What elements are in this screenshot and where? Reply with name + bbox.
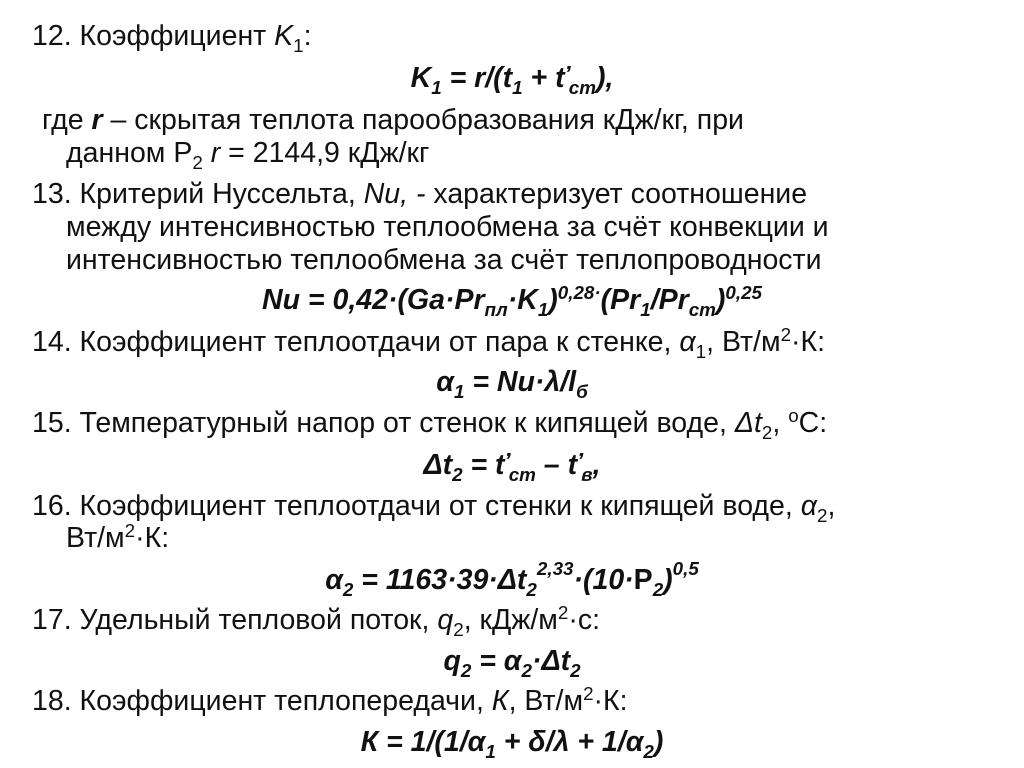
formula-17-sub: 2 [460,660,472,682]
formula-15-part: Δt [423,449,453,481]
item-12-subscript: 1 [293,35,304,57]
formula-15-part: – ť [535,449,582,481]
formula-13-sub: 1 [537,299,549,321]
formula-18-sub: 2 [643,741,654,763]
formula-16-sup: 2,33 [536,557,574,579]
item-15-heading [32,404,828,444]
item-16-text: 16. Коэффициент теплоотдачи от стенки к кипящей воде, [32,490,801,522]
formula-13-part: /Pr [650,284,689,316]
where-text: где [42,104,92,136]
formula-13-sub: пл [484,299,508,321]
item-13-text: характеризует соотношение [425,178,808,210]
formula-16 [0,557,1024,601]
item-16-line-1 [32,490,836,527]
item-18-superscript: 2 [583,682,594,704]
formula-15-part: , [592,449,601,481]
where-text: данном Р [66,137,193,169]
formula-16-part: α [325,564,343,596]
formula-17 [0,645,1024,682]
formula-17-part: = α [471,645,522,677]
formula-14-sub: б [576,381,588,403]
item-17-symbol: q [437,604,454,636]
item-14-text: , Вт/м [706,326,781,358]
item-18-text: 18. Коэффициент теплопередачи, [32,685,492,717]
formula-13-part: ) [548,284,558,316]
formula-16-part: Р [633,564,653,596]
formula-15-sub: 2 [452,464,463,486]
formula-15 [0,449,1024,486]
item-12-heading [32,20,312,57]
formula-14-part: α [436,366,454,398]
formula-16-sub: 2 [652,579,664,601]
formula-13-sup: 0,25 [725,281,762,303]
item-15-superscript: o [788,404,799,426]
item-15-symbol: Δt [734,407,762,439]
item-17-heading [32,601,601,641]
where-symbol: r [202,137,221,169]
formula-16-sub: 2 [526,579,537,601]
item-13-symbol: Nu, - [363,178,426,210]
formula-18-part: К = 1/(1/α [360,726,486,758]
item-16-text: ·К: [135,522,170,554]
where-subscript: 2 [192,152,203,174]
formula-14 [0,366,1024,403]
item-15-text: , [772,407,789,439]
formula-16-sub: 2 [342,579,354,601]
formula-13-sub: 1 [640,299,651,321]
formula-16-part: = 1163·39·Δt [353,564,527,596]
formula-17-part: ·Δt [531,645,571,677]
formula-15-part: = ť [462,449,509,481]
item-14-text: 14. Коэффициент теплоотдачи от пара к стенке, [32,326,680,358]
item-18-symbol: К [491,685,509,717]
item-16-line-2 [66,519,170,554]
item-16-subscript: 2 [817,505,828,527]
item-12-text: 12. Коэффициент [32,20,275,52]
item-14-subscript: 1 [695,341,707,363]
formula-16-sup: 0,5 [672,557,699,579]
formula-12-sub: 1 [431,77,442,99]
where-text: – скрытая теплота парообразования кДж/кг, при [102,104,744,136]
formula-12-part: K [410,62,432,94]
item-14-symbol: α [679,326,696,358]
item-13-line-2: между интенсивностью теплообмена за счёт конвекции и [66,211,829,243]
formula-18 [0,726,1024,763]
formula-13 [0,281,1024,321]
item-17-text: , кДж/м [463,604,558,636]
item-18-text: ·К: [593,685,628,717]
item-13-line-3: интенсивностью теплообмена за счёт теплопроводности [66,244,822,276]
formula-12-part: ), [595,62,614,94]
formula-15-sub: ст [508,464,536,486]
item-18-heading [32,682,628,717]
formula-12-sub: ст [568,77,596,99]
formula-13-part: (Pr [600,284,641,316]
formula-17-sub: 2 [570,660,581,682]
formula-17-part: q [443,645,461,677]
item-13-text: 13. Критерий Нуссельта, [32,178,364,210]
item-13-line-1 [32,178,807,210]
formula-18-part: + δ/λ + 1/α [495,726,644,758]
formula-13-sub: ст [688,299,716,321]
formula-13-part: Nu = 0,42·(Ga·Pr [262,284,485,316]
formula-14-part: = Nu·λ/l [464,366,577,398]
formula-15-sub: в [581,464,593,486]
item-14-superscript: 2 [780,323,792,345]
item-16-text: , [827,490,836,522]
where-text: = 2144,9 кДж/кг [220,137,430,169]
formula-13-sup: 0,28· [557,281,601,303]
formula-12-part: = r/(t [441,62,513,94]
item-12-where-line-2 [66,137,430,174]
formula-13-part: ) [715,284,726,316]
item-17-text: 17. Удельный тепловой поток, [32,604,438,636]
item-17-text: ·с: [568,604,601,636]
item-12-where-line-1 [42,104,744,136]
item-17-superscript: 2 [557,601,569,623]
formula-12-sub: 1 [512,77,523,99]
item-16-symbol: α [800,490,818,522]
item-14-text: ·К: [791,326,826,358]
formula-13-part: ·K [507,284,538,316]
item-17-subscript: 2 [453,619,464,641]
formula-18-part: ) [653,726,664,758]
formula-12 [0,62,1024,99]
item-15-subscript: 2 [761,422,773,444]
formula-12-part: + ť [522,62,569,94]
formula-18-sub: 1 [485,741,496,763]
item-18-text: , Вт/м [508,685,584,717]
formula-16-part: ) [663,564,673,596]
formula-17-sub: 2 [521,660,532,682]
item-15-text: С: [798,407,828,439]
item-12-suffix: : [303,20,312,52]
item-15-text: 15. Температурный напор от стенок к кипящей воде, [32,407,735,439]
item-16-text: Вт/м [66,522,125,554]
item-14-heading [32,323,826,363]
formula-14-sub: 1 [453,381,465,403]
item-12-symbol: K [274,20,294,52]
formula-16-part: ·(10· [573,564,634,596]
where-symbol: r [91,104,103,136]
item-16-superscript: 2 [124,519,136,541]
